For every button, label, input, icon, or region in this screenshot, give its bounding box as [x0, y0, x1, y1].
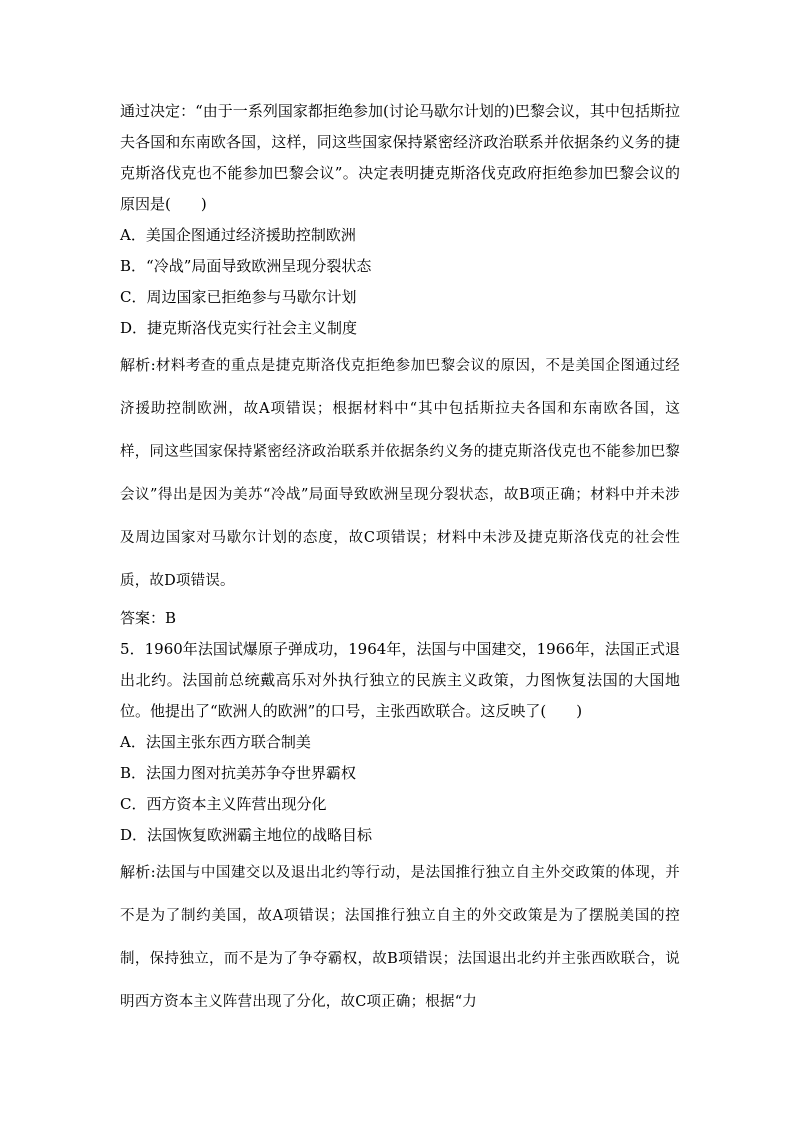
question-4-analysis	[120, 344, 680, 603]
question-4-option-c: C．周边国家已拒绝参与马歇尔计划	[120, 288, 357, 306]
question-4-option-d: D．捷克斯洛伐克实行社会主义制度	[120, 319, 358, 337]
document-page	[120, 96, 680, 1024]
question-4-option-b: B．“冷战”局面导致欧洲呈现分裂状态	[120, 257, 372, 275]
analysis-label: 解析:	[120, 863, 156, 881]
question-5-stem: 5．1960年法国试爆原子弹成功，1964年，法国与中国建交，1966年，法国正式退出北约。法国前总统戴高乐对外执行独立的民族主义政策，力图恢复法国的大国地位。他提出了“欧洲人的欧洲”的口号，主张西欧联合。这反映了( )	[120, 640, 680, 720]
question-5-option-b: B．法国力图对抗美苏争夺世界霸权	[120, 764, 357, 782]
question-5-option-a: A．法国主张东西方联合制美	[120, 733, 311, 751]
question-4-option-a: A．美国企图通过经济援助控制欧洲	[120, 226, 356, 244]
question-4-stem: 通过决定：“由于一系列国家都拒绝参加(讨论马歇尔计划的)巴黎会议，其中包括斯拉夫各国和东南欧各国，这样，同这些国家保持紧密经济政治联系并依据条约义务的捷克斯洛伐克也不能参加巴黎会议”。决定表明捷克斯洛伐克政府拒绝参加巴黎会议的原因是( )	[120, 102, 680, 213]
question-4-options	[120, 220, 680, 344]
analysis-text: 材料考查的重点是捷克斯洛伐克拒绝参加巴黎会议的原因，不是美国企图通过经济援助控制欧洲，故A项错误；根据材料中“其中包括斯拉夫各国和东南欧各国，这样，同这些国家保持紧密经济政治联系并依据条约义务的捷克斯洛伐克也不能参加巴黎会议”得出是因为美苏“冷战”局面导致欧洲呈现分裂状态，故B项正确；材料中并未涉及周边国家对马歇尔计划的态度，故C项错误；材料中未涉及捷克斯洛伐克的社会性质，故D项错误。	[120, 358, 680, 589]
question-5-options	[120, 727, 680, 851]
question-5-option-d: D．法国恢复欧洲霸主地位的战略目标	[120, 826, 373, 844]
question-5-analysis	[120, 851, 680, 1024]
question-5-option-c: C．西方资本主义阵营出现分化	[120, 795, 327, 813]
question-4-answer: 答案：B	[120, 609, 177, 627]
analysis-text: 法国与中国建交以及退出北约等行动，是法国推行独立自主外交政策的体现，并不是为了制约美国，故A项错误；法国推行独立自主的外交政策是为了摆脱美国的控制，保持独立，而不是为了争夺霸权，故B项错误；法国退出北约并主张西欧联合，说明西方资本主义阵营出现了分化，故C项正确；根据“力	[120, 865, 680, 1010]
analysis-label: 解析:	[120, 356, 156, 374]
